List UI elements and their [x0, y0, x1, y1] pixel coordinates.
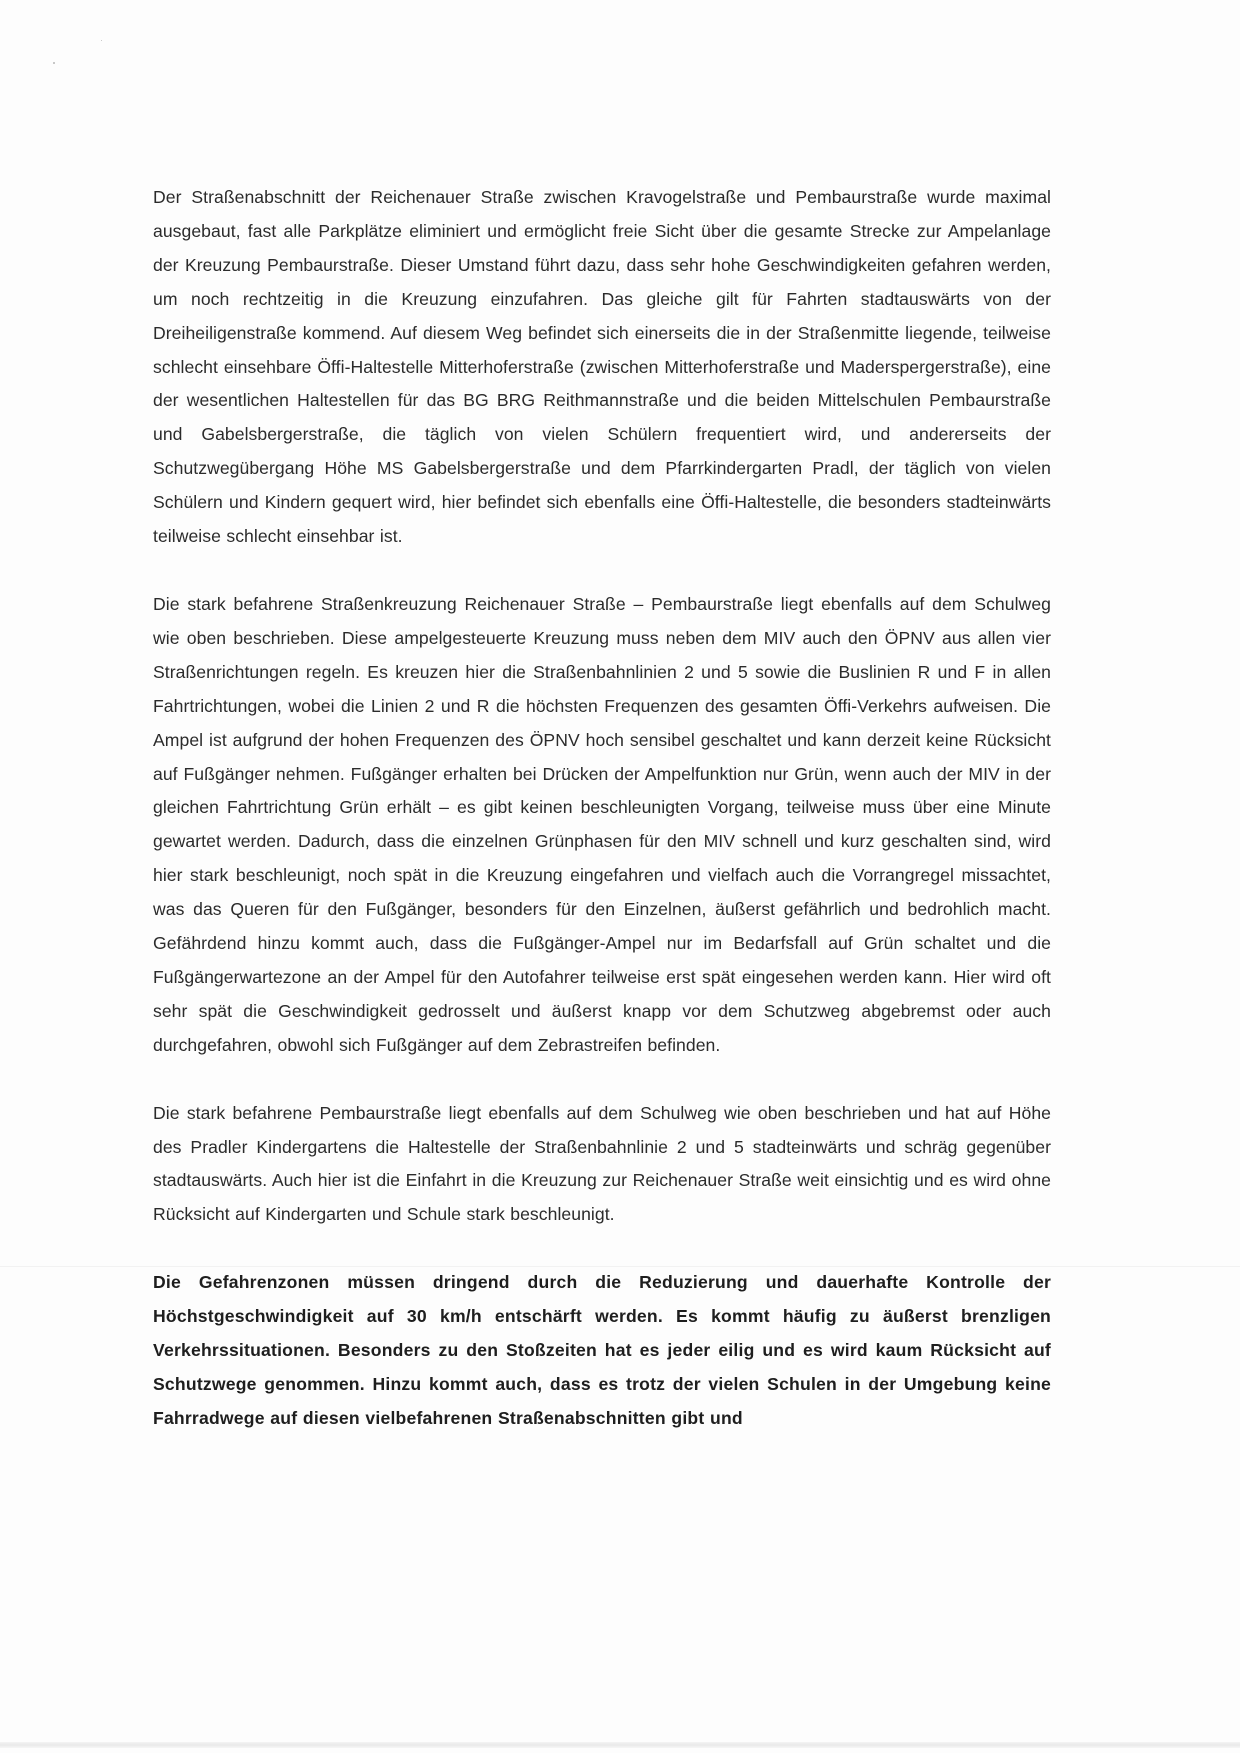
document-body: [153, 181, 1051, 1436]
paragraph-forderung-30-kmh: Die Gefahrenzonen müssen dringend durch die Reduzierung und dauerhafte Kontrolle der Höchstgeschwindigkeit auf 30 km/h entschärft werden. Es kommt häufig zu äußerst brenzligen Verkehrssituationen. Besonders zu den Stoßzeiten hat es jeder eilig und es wird kaum Rücksicht auf Schutzwege genommen. Hinzu kommt auch, dass es trotz der vielen Schulen in der Umgebung keine Fahrradwege auf diesen vielbefahrenen Straßenabschnitten gibt und: [153, 1272, 1051, 1428]
paragraph-reichenauer-strasse: Der Straßenabschnitt der Reichenauer Straße zwischen Kravogelstraße und Pembaurstraße wurde maximal ausgebaut, fast alle Parkplätze eliminiert und ermöglicht freie Sicht über die gesamte Strecke zur Ampelanlage der Kreuzung Pembaurstraße. Dieser Umstand führt dazu, dass sehr hohe Geschwindigkeiten gefahren werden, um noch rechtzeitig in die Kreuzung einzufahren. Das gleiche gilt für Fahrten stadtauswärts von der Dreiheiligenstraße kommend. Auf diesem Weg befindet sich einerseits die in der Straßenmitte liegende, teilweise schlecht einsehbare Öffi-Haltestelle Mitterhoferstraße (zwischen Mitterhoferstraße und Maderspergerstraße), eine der wesentlichen Haltestellen für das BG BRG Reithmannstraße und die beiden Mittelschulen Pembaurstraße und Gabelsbergerstraße, die täglich von vielen Schülern frequentiert wird, und andererseits der Schutzwegübergang Höhe MS Gabelsbergerstraße und dem Pfarrkindergarten Pradl, der täglich von vielen Schülern und Kindern gequert wird, hier befindet sich ebenfalls eine Öffi-Haltestelle, die besonders stadteinwärts teilweise schlecht einsehbar ist.: [153, 187, 1051, 547]
paragraph-pembaurstrasse: Die stark befahrene Pembaurstraße liegt ebenfalls auf dem Schulweg wie oben beschrieben und hat auf Höhe des Pradler Kindergartens die Haltestelle der Straßenbahnlinie 2 und 5 stadteinwärts und schräg gegenüber stadtauswärts. Auch hier ist die Einfahrt in die Kreuzung zur Reichenauer Straße weit einsichtig und es wird ohne Rücksicht auf Kindergarten und Schule stark beschleunigt.: [153, 1102, 1051, 1225]
scan-speck: [101, 40, 102, 41]
scan-bottom-edge: [0, 1742, 1240, 1748]
scan-speck: [53, 62, 55, 64]
paragraph-kreuzung-pembaurstrasse: Die stark befahrene Straßenkreuzung Reichenauer Straße – Pembaurstraße liegt ebenfalls auf dem Schulweg wie oben beschrieben. Diese ampelgesteuerte Kreuzung muss neben dem MIV auch den ÖPNV aus allen vier Straßenrichtungen regeln. Es kreuzen hier die Straßenbahnlinien 2 und 5 sowie die Buslinien R und F in allen Fahrtrichtungen, wobei die Linien 2 und R die höchsten Frequenzen des gesamten Öffi-Verkehrs aufweisen. Die Ampel ist aufgrund der hohen Frequenzen des ÖPNV hoch sensibel geschaltet und kann derzeit keine Rücksicht auf Fußgänger nehmen. Fußgänger erhalten bei Drücken der Ampelfunktion nur Grün, wenn auch der MIV in der gleichen Fahrtrichtung Grün erhält – es gibt keinen beschleunigten Vorgang, teilweise muss über eine Minute gewartet werden. Dadurch, dass die einzelnen Grünphasen für den MIV schnell und kurz geschalten sind, wird hier stark beschleunigt, noch spät in die Kreuzung eingefahren und vielfach auch die Vorrangregel missachtet, was das Queren für den Fußgänger, besonders für den Einzelnen, äußerst gefährlich und bedrohlich macht. Gefährdend hinzu kommt auch, dass die Fußgänger-Ampel nur im Bedarfsfall auf Grün schaltet und die Fußgängerwartezone an der Ampel für den Autofahrer teilweise erst spät eingesehen werden kann. Hier wird oft sehr spät die Geschwindigkeit gedrosselt und äußerst knapp vor dem Schutzweg abgebremst oder auch durchgefahren, obwohl sich Fußgänger auf dem Zebrastreifen befinden.: [153, 593, 1051, 1055]
